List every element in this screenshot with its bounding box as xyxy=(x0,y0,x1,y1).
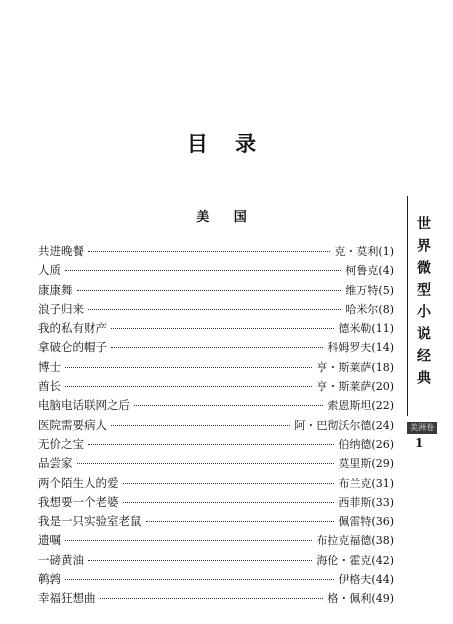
page-number: 1 xyxy=(415,436,424,450)
entry-author-page: 柯鲁克(4) xyxy=(345,264,394,278)
dot-leader xyxy=(88,560,312,561)
entry-author-page: 亨・斯莱萨(20) xyxy=(316,380,394,394)
toc-entry[interactable] xyxy=(38,416,394,435)
toc-entry[interactable] xyxy=(38,338,394,357)
toc-entry[interactable] xyxy=(38,474,394,493)
table-of-contents xyxy=(38,242,394,609)
dot-leader xyxy=(134,405,323,406)
toc-entry[interactable] xyxy=(38,242,394,261)
toc-entry[interactable] xyxy=(38,435,394,454)
entry-author-page: 莫里斯(29) xyxy=(338,457,394,471)
entry-author-page: 哈米尔(8) xyxy=(345,302,394,316)
entry-title: 拿破仑的帽子 xyxy=(38,340,107,355)
dot-leader xyxy=(65,386,312,387)
toc-entry[interactable] xyxy=(38,493,394,512)
entry-title: 鹌鹑 xyxy=(38,572,61,587)
entry-author-page: 海伦・霍克(42) xyxy=(316,553,394,567)
entry-author-page: 布拉克福德(38) xyxy=(316,534,394,548)
entry-author-page: 布兰克(31) xyxy=(338,476,394,490)
entry-title: 两个陌生人的爱 xyxy=(38,475,119,490)
dot-leader xyxy=(146,521,335,522)
toc-entry[interactable] xyxy=(38,281,394,300)
toc-entry[interactable] xyxy=(38,396,394,415)
section-heading: 美 国 xyxy=(196,210,257,225)
entry-title: 品尝家 xyxy=(38,456,73,471)
entry-title: 医院需要病人 xyxy=(38,417,107,432)
entry-author-page: 伯纳德(26) xyxy=(338,437,394,451)
entry-author-page: 西菲斯(33) xyxy=(338,495,394,509)
entry-title: 酋长 xyxy=(38,379,61,394)
entry-title: 遗嘱 xyxy=(38,533,61,548)
dot-leader xyxy=(123,502,335,503)
dot-leader xyxy=(65,270,341,271)
toc-entry[interactable] xyxy=(38,531,394,550)
toc-entry[interactable] xyxy=(38,512,394,531)
toc-entry[interactable] xyxy=(38,570,394,589)
entry-author-page: 伊格夫(44) xyxy=(338,573,394,587)
entry-title: 康康舞 xyxy=(38,282,73,297)
dot-leader xyxy=(111,425,290,426)
entry-title: 我是一只实验室老鼠 xyxy=(38,514,142,529)
entry-author-page: 索恩斯坦(22) xyxy=(327,399,394,413)
dot-leader xyxy=(77,290,342,291)
toc-entry[interactable] xyxy=(38,551,394,570)
series-sidebar xyxy=(407,196,433,456)
dot-leader xyxy=(100,598,324,599)
entry-author-page: 科姆罗夫(14) xyxy=(327,341,394,355)
entry-title: 博士 xyxy=(38,359,61,374)
dot-leader xyxy=(65,367,312,368)
volume-tag: 美洲卷 xyxy=(407,422,437,434)
page-title: 目 录 xyxy=(186,131,267,156)
entry-title: 电脑电话联网之后 xyxy=(38,398,130,413)
toc-entry[interactable] xyxy=(38,358,394,377)
entry-title: 幸福狂想曲 xyxy=(38,591,96,606)
entry-title: 人质 xyxy=(38,263,61,278)
entry-title: 一磅黄油 xyxy=(38,552,84,567)
entry-author-page: 佩雷特(36) xyxy=(338,515,394,529)
dot-leader xyxy=(88,251,330,252)
toc-entry[interactable] xyxy=(38,377,394,396)
toc-entry[interactable] xyxy=(38,589,394,608)
entry-author-page: 德米勒(11) xyxy=(338,322,394,336)
entry-title: 浪子归来 xyxy=(38,301,84,316)
dot-leader xyxy=(65,579,334,580)
dot-leader xyxy=(111,328,334,329)
entry-author-page: 亨・斯莱萨(18) xyxy=(316,360,394,374)
series-title: 世界微型小说经典 xyxy=(415,216,431,392)
entry-title: 我的私有财产 xyxy=(38,321,107,336)
entry-author-page: 维万特(5) xyxy=(345,283,394,297)
entry-title: 共进晚餐 xyxy=(38,244,84,258)
dot-leader xyxy=(123,483,335,484)
dot-leader xyxy=(111,347,323,348)
toc-entry[interactable] xyxy=(38,454,394,473)
dot-leader xyxy=(77,463,335,464)
sidebar-divider xyxy=(407,196,408,416)
entry-title: 我想要一个老婆 xyxy=(38,494,119,509)
toc-entry[interactable] xyxy=(38,319,394,338)
entry-author-page: 克・莫利(1) xyxy=(334,245,394,258)
entry-author-page: 格・佩利(49) xyxy=(327,592,394,606)
dot-leader xyxy=(88,444,334,445)
toc-entry[interactable] xyxy=(38,261,394,280)
dot-leader xyxy=(65,540,312,541)
entry-author-page: 阿・巴彻沃尔德(24) xyxy=(294,418,394,432)
entry-title: 无价之宝 xyxy=(38,436,84,451)
dot-leader xyxy=(88,309,341,310)
toc-entry[interactable] xyxy=(38,300,394,319)
